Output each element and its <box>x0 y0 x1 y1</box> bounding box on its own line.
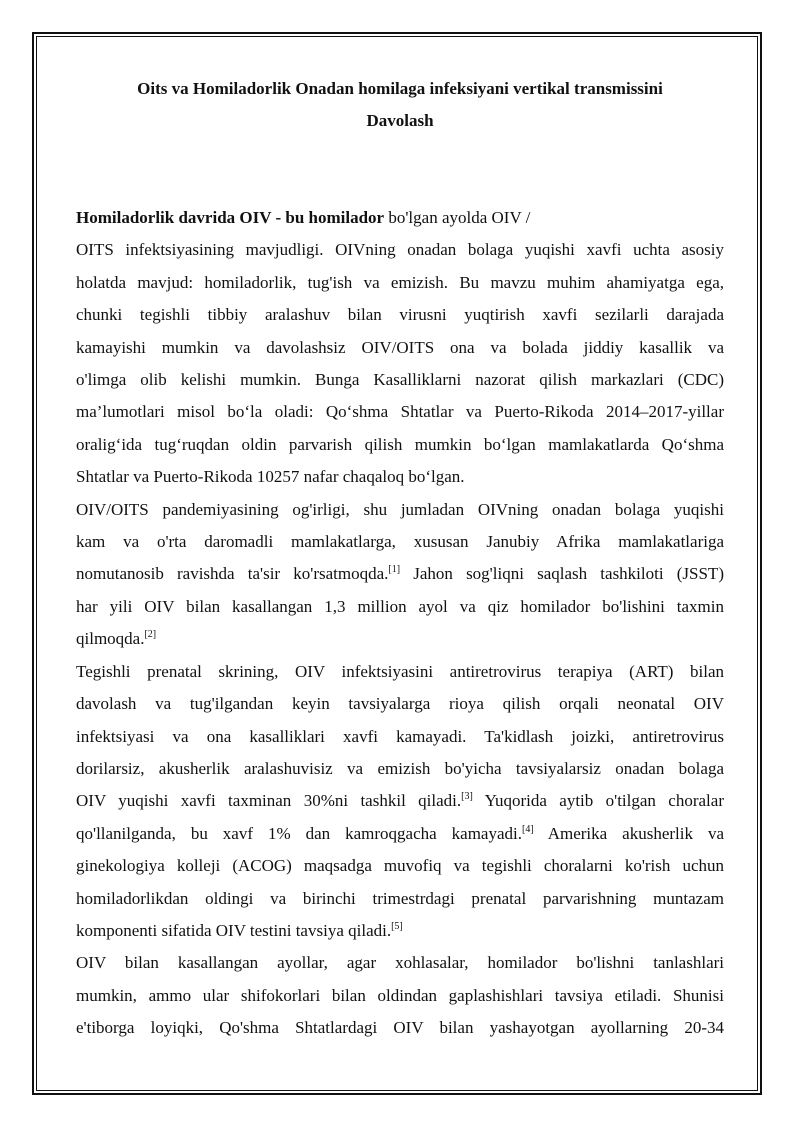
document-title <box>76 73 724 137</box>
paragraph-2-line: qilmoqda.[2] <box>76 629 157 649</box>
title-line-2: Davolash <box>366 111 434 130</box>
paragraph-3-line: komponenti sifatida OIV testini tavsiya qiladi.[5] <box>76 920 403 940</box>
paragraph-2-line: OIV/OITS pandemiyasining og'irligi, shu jumladan OIVning onadan bolaga yuqishi <box>76 499 724 519</box>
paragraph-3-line: qo'llanilganda, bu xavf 1% dan kamroqgacha kamayadi.[4] Amerika akusherlik va <box>76 823 724 843</box>
paragraph-3-line: davolash va tug'ilgandan keyin tavsiyalarga rioya qilish orqali neonatal OIV <box>76 694 724 714</box>
paragraph-2-line: kam va o'rta daromadli mamlakatlarga, xususan Janubiy Afrika mamlakatlariga <box>76 532 724 552</box>
paragraph-1-line: ma’lumotlari misol bo‘la oladi: Qo‘shma Shtatlar va Puerto-Rikoda 2014–2017-yillar <box>76 402 724 422</box>
paragraph-4-line: OIV bilan kasallangan ayollar, agar xohlasalar, homilador bo'lishni tanlashlari <box>76 953 724 973</box>
paragraph-3-line: ginekologiya kolleji (ACOG) maqsadga muvofiq va tegishli choralarni ko'rish uchun <box>76 856 724 876</box>
paragraph-3-line: homiladorlikdan oldingi va birinchi trimestrdagi prenatal parvarishning muntazam <box>76 888 724 908</box>
paragraph-2-line: nomutanosib ravishda ta'sir ko'rsatmoqda.[1] Jahon sog'liqni saqlash tashkiloti (JSST) <box>76 564 724 584</box>
title-line-1: Oits va Homiladorlik Onadan homilaga infeksiyani vertikal transmissini <box>137 79 663 98</box>
paragraph-3-line: Tegishli prenatal skrining, OIV infektsiyasini antiretrovirus terapiya (ART) bilan <box>76 661 724 681</box>
paragraph-2-line: har yili OIV bilan kasallangan 1,3 million ayol va qiz homilador bo'lishini taxmin <box>76 596 724 616</box>
paragraph-1-line: holatda mavjud: homiladorlik, tug'ish va emizish. Bu mavzu muhim ahamiyatga ega, <box>76 272 724 292</box>
paragraph-1-bold-lead: Homiladorlik davrida OIV - bu homilador <box>76 208 385 227</box>
footnote-ref-1[interactable]: [1] <box>388 564 401 576</box>
paragraph-1-line: Shtatlar va Puerto-Rikoda 10257 nafar chaqaloq bo‘lgan. <box>76 467 465 487</box>
paragraph-1-line: OITS infektsiyasining mavjudligi. OIVning onadan bolaga yuqishi xavfi uchta asosiy <box>76 240 724 260</box>
paragraph-1-line: oralig‘ida tug‘ruqdan oldin parvarish qilish mumkin bo‘lgan mamlakatlarda Qo‘shma <box>76 434 724 454</box>
footnote-ref-3[interactable]: [3] <box>461 791 473 803</box>
paragraph-1-line: chunki tegishli tibbiy aralashuv bilan virusni yuqtirish xavfi sezilarli darajada <box>76 305 724 325</box>
paragraph-1-line: kamayishi mumkin va davolashsiz OIV/OITS ona va bolada jiddiy kasallik va <box>76 337 724 357</box>
footnote-ref-2[interactable]: [2] <box>144 629 157 641</box>
paragraph-4-line: mumkin, ammo ular shifokorlari bilan oldindan gaplashishlari tavsiya etiladi. Shunisi <box>76 985 724 1005</box>
paragraph-1-lead-rest: bo'lgan ayolda OIV / <box>384 208 531 227</box>
paragraph-3-line: OIV yuqishi xavfi taxminan 30%ni tashkil qiladi.[3] Yuqorida aytib o'tilgan choralar <box>76 791 724 811</box>
paragraph-3-line: infektsiyasi va ona kasalliklari xavfi kamayadi. Ta'kidlash joizki, antiretrovirus <box>76 726 724 746</box>
paragraph-1-line: o'limga olib kelishi mumkin. Bunga Kasalliklarni nazorat qilish markazlari (CDC) <box>76 370 724 390</box>
document-body <box>76 202 724 1045</box>
paragraph-1-line <box>76 202 724 234</box>
footnote-ref-5[interactable]: [5] <box>391 920 403 932</box>
footnote-ref-4[interactable]: [4] <box>522 823 534 835</box>
paragraph-4-line: e'tiborga loyiqki, Qo'shma Shtatlardagi OIV bilan yashayotgan ayollarning 20-34 <box>76 1018 724 1038</box>
paragraph-3-line: dorilarsiz, akusherlik aralashuvisiz va emizish bo'yicha tavsiyalarsiz onadan bolaga <box>76 758 724 778</box>
